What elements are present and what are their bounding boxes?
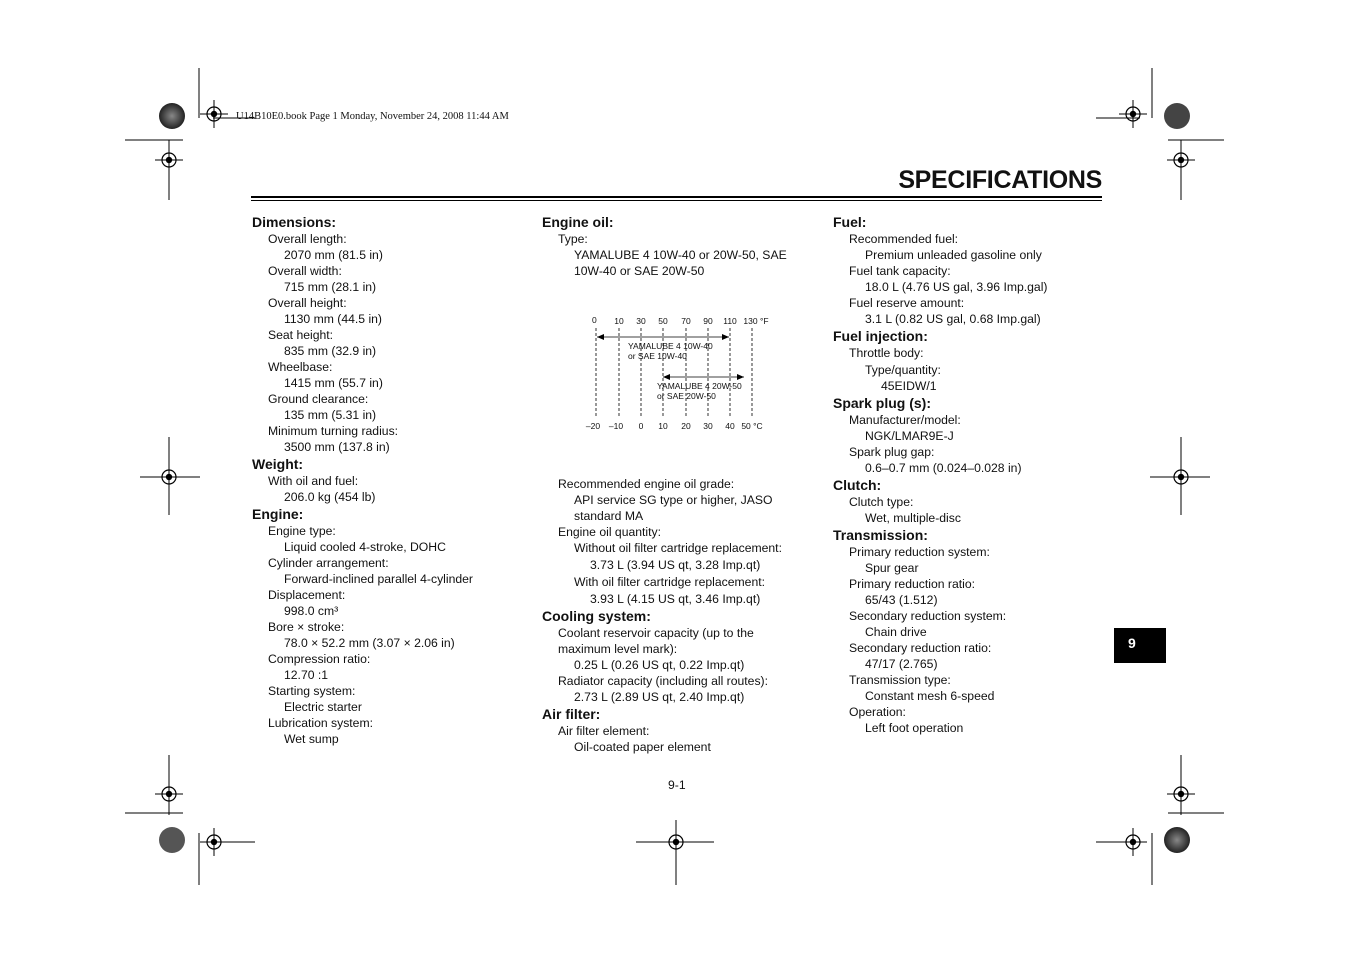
spec-value: 65/43 (1.512): [865, 593, 938, 607]
oil-type-value-cont: 10W-40 or SAE 20W-50: [574, 264, 705, 278]
spec-label: Minimum turning radius:: [268, 424, 399, 438]
oil-without-filter-value: 3.73 L (3.94 US qt, 3.28 Imp.qt): [590, 558, 761, 572]
coolant-reservoir-value: 0.25 L (0.26 US qt, 0.22 Imp.qt): [574, 658, 745, 672]
spec-label: Compression ratio:: [268, 652, 371, 666]
spec-label: Bore × stroke:: [268, 620, 345, 634]
page-number: 9-1: [668, 778, 686, 792]
oil1-label-cont: or SAE 10W-40: [628, 351, 687, 361]
oil2-label-cont: or SAE 20W-50: [657, 391, 716, 401]
spec-value: 1415 mm (55.7 in): [284, 376, 383, 390]
column-middle: [542, 213, 787, 755]
fahrenheit-tick-label: 0: [592, 315, 597, 325]
fuel-list: [833, 231, 1047, 327]
spec-value: 998.0 cm³: [284, 604, 339, 618]
spec-value: 715 mm (28.1 in): [284, 280, 377, 294]
spec-label: Engine type:: [268, 524, 336, 538]
spec-value: 47/17 (2.765): [865, 657, 938, 671]
radiator-capacity-value: 2.73 L (2.89 US qt, 2.40 Imp.qt): [574, 690, 745, 704]
clutch-list: [833, 494, 1047, 526]
celsius-ticks: [586, 421, 763, 431]
engine-list: [252, 523, 473, 747]
book-file-header: U14B10E0.book Page 1 Monday, November 24, 2008 11:44 AM: [236, 111, 509, 122]
spec-label: Spark plug gap:: [849, 445, 935, 459]
page-title: SPECIFICATIONS: [898, 166, 1102, 194]
spec-label: With oil and fuel:: [268, 474, 359, 488]
chapter-tab: 9: [1114, 628, 1166, 663]
spec-value: Chain drive: [865, 625, 927, 639]
coolant-reservoir-label: Coolant reservoir capacity (up to the: [558, 626, 754, 640]
celsius-tick-label: 30: [703, 421, 713, 431]
air-filter-element-value: Oil-coated paper element: [574, 740, 711, 754]
celsius-tick-label: 10: [658, 421, 668, 431]
oil-grade-label: Recommended engine oil grade:: [558, 477, 735, 491]
column-left: [252, 213, 473, 747]
oil-temperature-chart: [578, 312, 778, 437]
spec-value: 835 mm (32.9 in): [284, 344, 377, 358]
oil-type-label: Type:: [558, 232, 588, 246]
weight-heading: Weight:: [252, 456, 304, 472]
spec-label: Operation:: [849, 705, 906, 719]
spec-label: Ground clearance:: [268, 392, 369, 406]
celsius-tick-label: 50 °C: [741, 421, 763, 431]
oil-grade-value-cont: standard MA: [574, 509, 644, 523]
spec-value: 0.6–0.7 mm (0.024–0.028 in): [865, 461, 1022, 475]
radiator-capacity-label: Radiator capacity (including all routes):: [558, 674, 768, 688]
fahrenheit-ticks: [592, 315, 769, 326]
spec-label: Manufacturer/model:: [849, 413, 961, 427]
celsius-tick-label: –10: [608, 421, 624, 431]
oil-grade-value: API service SG type or higher, JASO: [574, 493, 773, 507]
spec-value: 206.0 kg (454 lb): [284, 490, 376, 504]
spec-value: NGK/LMAR9E-J: [865, 429, 954, 443]
engine-heading: Engine:: [252, 506, 304, 522]
cooling-heading: Cooling system:: [542, 608, 651, 624]
spec-value: 135 mm (5.31 in): [284, 408, 377, 422]
oil1-label: YAMALUBE 4 10W-40: [628, 341, 713, 351]
fuel-heading: Fuel:: [833, 214, 867, 230]
spark-plug-list: [833, 412, 1047, 476]
spec-label: Transmission type:: [849, 673, 951, 687]
spec-label: Overall length:: [268, 232, 347, 246]
celsius-tick-label: 40: [725, 421, 735, 431]
spec-label: Secondary reduction system:: [849, 609, 1007, 623]
spec-value: Constant mesh 6-speed: [865, 689, 995, 703]
spec-value: 78.0 × 52.2 mm (3.07 × 2.06 in): [284, 636, 455, 650]
dimensions-list: [252, 231, 473, 455]
oil-range-20w50: [663, 374, 744, 380]
transmission-heading: Transmission:: [833, 527, 928, 543]
fahrenheit-tick-label: 10: [614, 316, 624, 326]
spec-label: Primary reduction system:: [849, 545, 990, 559]
spec-value: Electric starter: [284, 700, 362, 714]
weight-list: [252, 473, 473, 505]
air-filter-element-label: Air filter element:: [558, 724, 650, 738]
fahrenheit-tick-label: 110: [723, 316, 737, 326]
spec-label: Clutch type:: [849, 495, 914, 509]
spec-value: Wet sump: [284, 732, 339, 746]
spec-value: Forward-inclined parallel 4-cylinder: [284, 572, 473, 586]
dimensions-heading: Dimensions:: [252, 214, 337, 230]
spec-value: Liquid cooled 4-stroke, DOHC: [284, 540, 446, 554]
spec-label: Overall height:: [268, 296, 347, 310]
spec-value: 1130 mm (44.5 in): [284, 312, 382, 326]
column-right: [833, 213, 1047, 736]
type-quantity-label: Type/quantity:: [865, 363, 941, 377]
spec-label: Wheelbase:: [268, 360, 333, 374]
spec-label: Cylinder arrangement:: [268, 556, 389, 570]
spec-label: Fuel reserve amount:: [849, 296, 965, 310]
fahrenheit-tick-label: 90: [703, 316, 713, 326]
fahrenheit-tick-label: 70: [681, 316, 691, 326]
celsius-tick-label: 0: [638, 421, 644, 431]
spark-plug-heading: Spark plug (s):: [833, 395, 932, 411]
spec-value: 18.0 L (4.76 US gal, 3.96 Imp.gal): [865, 280, 1048, 294]
oil-quantity-label: Engine oil quantity:: [558, 525, 661, 539]
spec-label: Displacement:: [268, 588, 346, 602]
spec-label: Overall width:: [268, 264, 342, 278]
fahrenheit-tick-label: 50: [658, 316, 668, 326]
clutch-heading: Clutch:: [833, 477, 882, 493]
oil-type-value: YAMALUBE 4 10W-40 or 20W-50, SAE: [574, 248, 787, 262]
engine-oil-heading: Engine oil:: [542, 214, 614, 230]
spec-label: Recommended fuel:: [849, 232, 959, 246]
spec-value: 2070 mm (81.5 in): [284, 248, 383, 262]
spec-value: Spur gear: [865, 561, 919, 575]
spec-label: Primary reduction ratio:: [849, 577, 975, 591]
oil-without-filter-label: Without oil filter cartridge replacement:: [574, 541, 782, 555]
title-rule-thin: [251, 200, 1102, 201]
title-rule-thick: [251, 196, 1102, 198]
spec-label: Seat height:: [268, 328, 334, 342]
celsius-tick-label: –20: [585, 421, 601, 431]
transmission-list: [833, 544, 1047, 736]
fuel-injection-heading: Fuel injection:: [833, 328, 928, 344]
spec-label: Fuel tank capacity:: [849, 264, 951, 278]
fahrenheit-tick-label: 130 °F: [743, 316, 769, 326]
celsius-tick-label: 20: [681, 421, 691, 431]
spec-label: Lubrication system:: [268, 716, 373, 730]
spec-value: 3500 mm (137.8 in): [284, 440, 390, 454]
air-filter-heading: Air filter:: [542, 706, 601, 722]
throttle-body-label: Throttle body:: [849, 346, 924, 360]
fahrenheit-tick-label: 30: [636, 316, 646, 326]
spec-value: Left foot operation: [865, 721, 964, 735]
spec-label: Secondary reduction ratio:: [849, 641, 992, 655]
type-quantity-value: 45EIDW/1: [881, 379, 937, 393]
oil-with-filter-label: With oil filter cartridge replacement:: [574, 575, 766, 589]
spec-value: Wet, multiple-disc: [865, 511, 961, 525]
spec-value: 3.1 L (0.82 US gal, 0.68 Imp.gal): [865, 312, 1041, 326]
coolant-reservoir-label-cont: maximum level mark):: [558, 642, 678, 656]
spec-value: Premium unleaded gasoline only: [865, 248, 1042, 262]
spec-value: 12.70 :1: [284, 668, 329, 682]
oil2-label: YAMALUBE 4 20W-50: [657, 381, 742, 391]
oil-with-filter-value: 3.93 L (4.15 US qt, 3.46 Imp.qt): [590, 592, 761, 606]
spec-label: Starting system:: [268, 684, 356, 698]
